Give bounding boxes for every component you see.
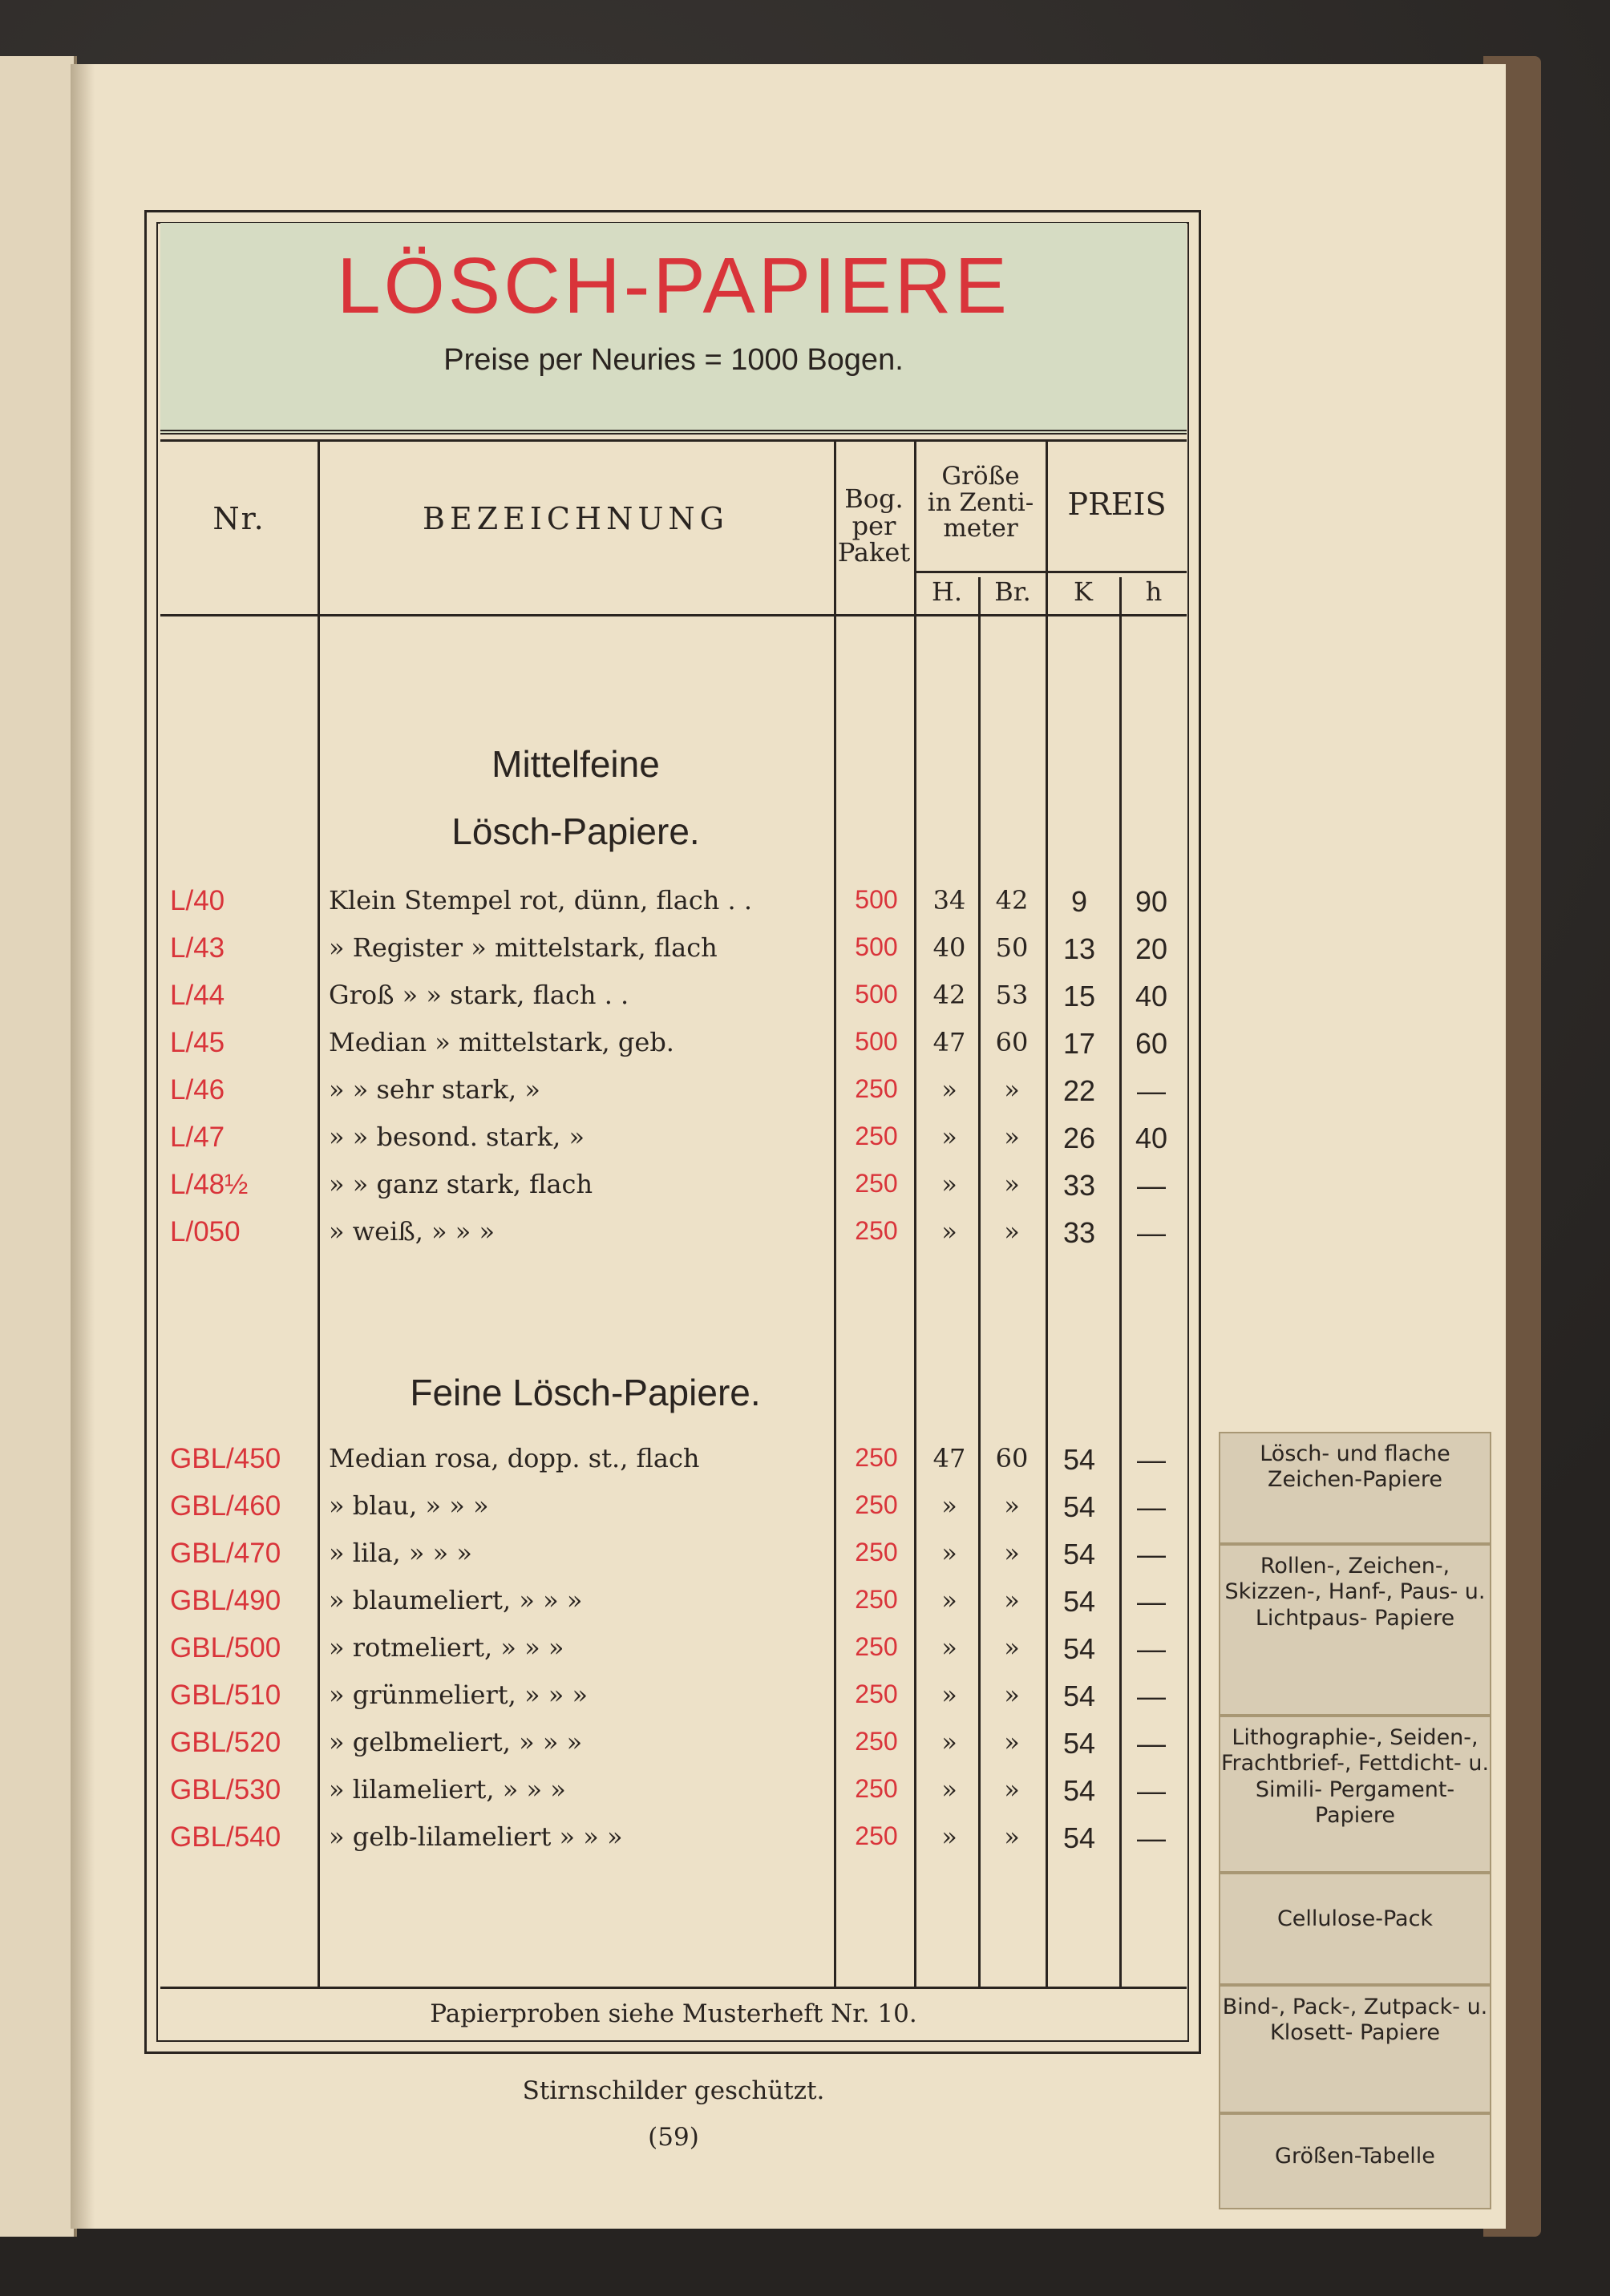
item-sheets-per-pack: 250: [855, 1821, 898, 1850]
item-description: » weiß, » » »: [329, 1216, 496, 1247]
item-height: »: [941, 1538, 957, 1568]
item-sheets-per-pack: 250: [855, 1538, 898, 1566]
table-row: [160, 1122, 1187, 1166]
item-price-kronen: 9: [1070, 885, 1088, 918]
header-top-rule: [160, 439, 1187, 442]
item-price-kronen: 54: [1062, 1774, 1096, 1807]
item-sheets-per-pack: 500: [855, 885, 898, 914]
table-row: [160, 1585, 1187, 1630]
item-price-heller: —: [1137, 1632, 1166, 1665]
item-width: »: [1004, 1169, 1020, 1199]
item-height: »: [941, 1774, 957, 1805]
item-height: »: [941, 1074, 957, 1105]
table-row: [160, 1074, 1187, 1119]
item-width: »: [1004, 1774, 1020, 1805]
item-height: 34: [932, 885, 966, 916]
header-bottom-rule: [160, 614, 1187, 616]
item-description: Median » mittelstark, geb.: [329, 1027, 674, 1057]
note-below: Stirnschilder geschützt.: [522, 2076, 825, 2105]
item-width: 53: [995, 980, 1029, 1010]
item-price-kronen: 13: [1062, 932, 1096, 965]
footer-note: Papierproben siehe Musterheft Nr. 10.: [430, 1999, 917, 2028]
item-sheets-per-pack: 500: [855, 980, 898, 1009]
groesse-sub-rule: [916, 571, 1046, 573]
item-width: 50: [995, 932, 1029, 963]
item-width: 60: [995, 1443, 1029, 1473]
tab-rollen-zeichen[interactable]: Rollen-, Zeichen-, Skizzen-, Hanf-, Paus- u. Lichtpaus- Papiere: [1219, 1544, 1491, 1716]
table-row: [160, 1727, 1187, 1772]
section-title-mittelfeine: Mittelfeine: [491, 743, 660, 785]
item-sheets-per-pack: 250: [855, 1585, 898, 1614]
item-price-kronen: 54: [1062, 1443, 1096, 1476]
item-price-heller: —: [1137, 1680, 1166, 1712]
item-description: » lilameliert, » » »: [329, 1774, 566, 1805]
item-height: »: [941, 1169, 957, 1199]
item-number: L/40: [170, 885, 225, 916]
item-height: 42: [932, 980, 966, 1010]
item-price-heller: 40: [1135, 980, 1168, 1013]
tab-bind-pack[interactable]: Bind-, Pack-, Zutpack- u. Klosett- Papiere: [1219, 1985, 1491, 2113]
item-height: »: [941, 1680, 957, 1710]
header-k: K: [1074, 576, 1093, 607]
header-br: Br.: [994, 576, 1031, 607]
item-number: L/46: [170, 1074, 225, 1106]
item-sheets-per-pack: 250: [855, 1727, 898, 1756]
item-width: »: [1004, 1727, 1020, 1757]
item-width: »: [1004, 1821, 1020, 1852]
item-number: L/44: [170, 980, 225, 1011]
item-number: GBL/530: [170, 1774, 281, 1805]
table-row: [160, 1821, 1187, 1866]
spine-shadow: [71, 64, 95, 2229]
table-row: [160, 1538, 1187, 1583]
page-title: LÖSCH-PAPIERE: [337, 241, 1010, 329]
header-nr: Nr.: [212, 501, 265, 536]
item-price-heller: 40: [1135, 1122, 1168, 1154]
table-row: [160, 1027, 1187, 1072]
item-description: » gelb-lilameliert » » »: [329, 1821, 623, 1852]
item-description: Median rosa, dopp. st., flach: [329, 1443, 700, 1473]
header-preis: PREIS: [1067, 487, 1167, 522]
item-height: »: [941, 1490, 957, 1521]
table-row: [160, 1490, 1187, 1535]
item-number: L/43: [170, 932, 225, 964]
item-sheets-per-pack: 250: [855, 1169, 898, 1198]
table-row: [160, 980, 1187, 1025]
item-price-kronen: 33: [1062, 1216, 1096, 1249]
item-sheets-per-pack: 250: [855, 1490, 898, 1519]
table-row: [160, 1443, 1187, 1488]
item-height: 47: [932, 1443, 966, 1473]
tab-lithographie[interactable]: Lithographie-, Seiden-, Frachtbrief-, Fettdicht- u. Simili- Pergament-Papiere: [1219, 1716, 1491, 1873]
item-number: L/050: [170, 1216, 241, 1247]
item-description: » lila, » » »: [329, 1538, 472, 1568]
table-row: [160, 1216, 1187, 1261]
item-description: » blau, » » »: [329, 1490, 489, 1521]
table-bottom-rule: [160, 1987, 1187, 1989]
tab-cellulose-pack[interactable]: Cellulose-Pack: [1219, 1873, 1491, 1985]
item-price-heller: 90: [1135, 885, 1168, 918]
item-price-heller: —: [1137, 1821, 1166, 1854]
item-description: » » ganz stark, flach: [329, 1169, 593, 1199]
item-description: » Register » mittelstark, flach: [329, 932, 718, 963]
header-hh: h: [1145, 576, 1163, 607]
item-description: » » besond. stark, »: [329, 1122, 585, 1152]
item-price-kronen: 33: [1062, 1169, 1096, 1202]
item-height: 40: [932, 932, 966, 963]
item-price-heller: —: [1137, 1216, 1166, 1249]
item-number: L/48½: [170, 1169, 249, 1200]
item-description: » gelbmeliert, » » »: [329, 1727, 583, 1757]
header-groesse: Größe in Zenti- meter: [927, 462, 1034, 544]
table-row: [160, 1680, 1187, 1724]
item-sheets-per-pack: 500: [855, 1027, 898, 1056]
item-number: GBL/500: [170, 1632, 281, 1663]
item-height: »: [941, 1585, 957, 1615]
item-price-kronen: 22: [1062, 1074, 1096, 1107]
item-price-heller: —: [1137, 1169, 1166, 1202]
item-sheets-per-pack: 500: [855, 932, 898, 961]
header-h: H.: [931, 576, 963, 607]
tab-groessen-tabelle[interactable]: Größen-Tabelle: [1219, 2113, 1491, 2209]
item-sheets-per-pack: 250: [855, 1074, 898, 1103]
item-price-heller: —: [1137, 1074, 1166, 1107]
item-height: »: [941, 1727, 957, 1757]
item-price-kronen: 54: [1062, 1490, 1096, 1523]
header-bezeichnung: BEZEICHNUNG: [423, 501, 729, 536]
item-price-heller: —: [1137, 1727, 1166, 1760]
item-width: »: [1004, 1074, 1020, 1105]
item-description: » blaumeliert, » » »: [329, 1585, 583, 1615]
item-price-heller: —: [1137, 1585, 1166, 1618]
item-description: » rotmeliert, » » »: [329, 1632, 564, 1663]
item-description: Klein Stempel rot, dünn, flach . .: [329, 885, 753, 916]
table-row: [160, 1774, 1187, 1819]
item-width: »: [1004, 1490, 1020, 1521]
section-title-mittelfeine-2: Lösch-Papiere.: [451, 810, 700, 852]
item-price-kronen: 54: [1062, 1538, 1096, 1570]
item-price-kronen: 54: [1062, 1821, 1096, 1854]
item-width: 42: [995, 885, 1029, 916]
page-subtitle: Preise per Neuries = 1000 Bogen.: [443, 343, 904, 377]
item-sheets-per-pack: 250: [855, 1632, 898, 1661]
item-price-kronen: 54: [1062, 1632, 1096, 1665]
item-height: »: [941, 1122, 957, 1152]
item-number: GBL/540: [170, 1821, 281, 1853]
item-price-heller: —: [1137, 1490, 1166, 1523]
item-height: »: [941, 1216, 957, 1247]
page-number: (59): [648, 2123, 699, 2152]
item-price-heller: 20: [1135, 932, 1168, 965]
table-row: [160, 885, 1187, 930]
section-title-feine: Feine Lösch-Papiere.: [410, 1372, 761, 1413]
item-price-kronen: 15: [1062, 980, 1096, 1013]
item-height: 47: [932, 1027, 966, 1057]
item-number: GBL/450: [170, 1443, 281, 1474]
item-description: Groß » » stark, flach . .: [329, 980, 629, 1010]
item-width: »: [1004, 1122, 1020, 1152]
item-price-kronen: 54: [1062, 1727, 1096, 1760]
item-sheets-per-pack: 250: [855, 1443, 898, 1472]
item-description: » » sehr stark, »: [329, 1074, 540, 1105]
item-price-kronen: 54: [1062, 1680, 1096, 1712]
item-price-kronen: 54: [1062, 1585, 1096, 1618]
item-height: »: [941, 1632, 957, 1663]
table-row: [160, 932, 1187, 977]
item-price-heller: —: [1137, 1443, 1166, 1476]
item-width: »: [1004, 1680, 1020, 1710]
item-width: »: [1004, 1538, 1020, 1568]
item-number: GBL/460: [170, 1490, 281, 1522]
preis-sub-rule: [1047, 571, 1187, 573]
table-row: [160, 1632, 1187, 1677]
item-width: »: [1004, 1585, 1020, 1615]
item-number: GBL/520: [170, 1727, 281, 1758]
item-number: GBL/510: [170, 1680, 281, 1711]
left-page-edge: [0, 56, 77, 2237]
item-number: GBL/470: [170, 1538, 281, 1569]
table-row: [160, 1169, 1187, 1214]
item-description: » grünmeliert, » » »: [329, 1680, 589, 1710]
item-width: 60: [995, 1027, 1029, 1057]
item-number: L/45: [170, 1027, 225, 1058]
item-sheets-per-pack: 250: [855, 1216, 898, 1245]
item-width: »: [1004, 1216, 1020, 1247]
item-price-kronen: 17: [1062, 1027, 1096, 1060]
item-number: L/47: [170, 1122, 225, 1153]
item-sheets-per-pack: 250: [855, 1680, 898, 1708]
item-height: »: [941, 1821, 957, 1852]
item-number: GBL/490: [170, 1585, 281, 1616]
header-bog-per-paket: Bog. per Paket: [837, 483, 911, 568]
item-sheets-per-pack: 250: [855, 1122, 898, 1150]
item-sheets-per-pack: 250: [855, 1774, 898, 1803]
tab-loesch-papiere[interactable]: Lösch- und flache Zeichen-Papiere: [1219, 1432, 1491, 1544]
item-price-heller: —: [1137, 1774, 1166, 1807]
item-price-heller: —: [1137, 1538, 1166, 1570]
item-width: »: [1004, 1632, 1020, 1663]
item-price-kronen: 26: [1062, 1122, 1096, 1154]
item-price-heller: 60: [1135, 1027, 1168, 1060]
